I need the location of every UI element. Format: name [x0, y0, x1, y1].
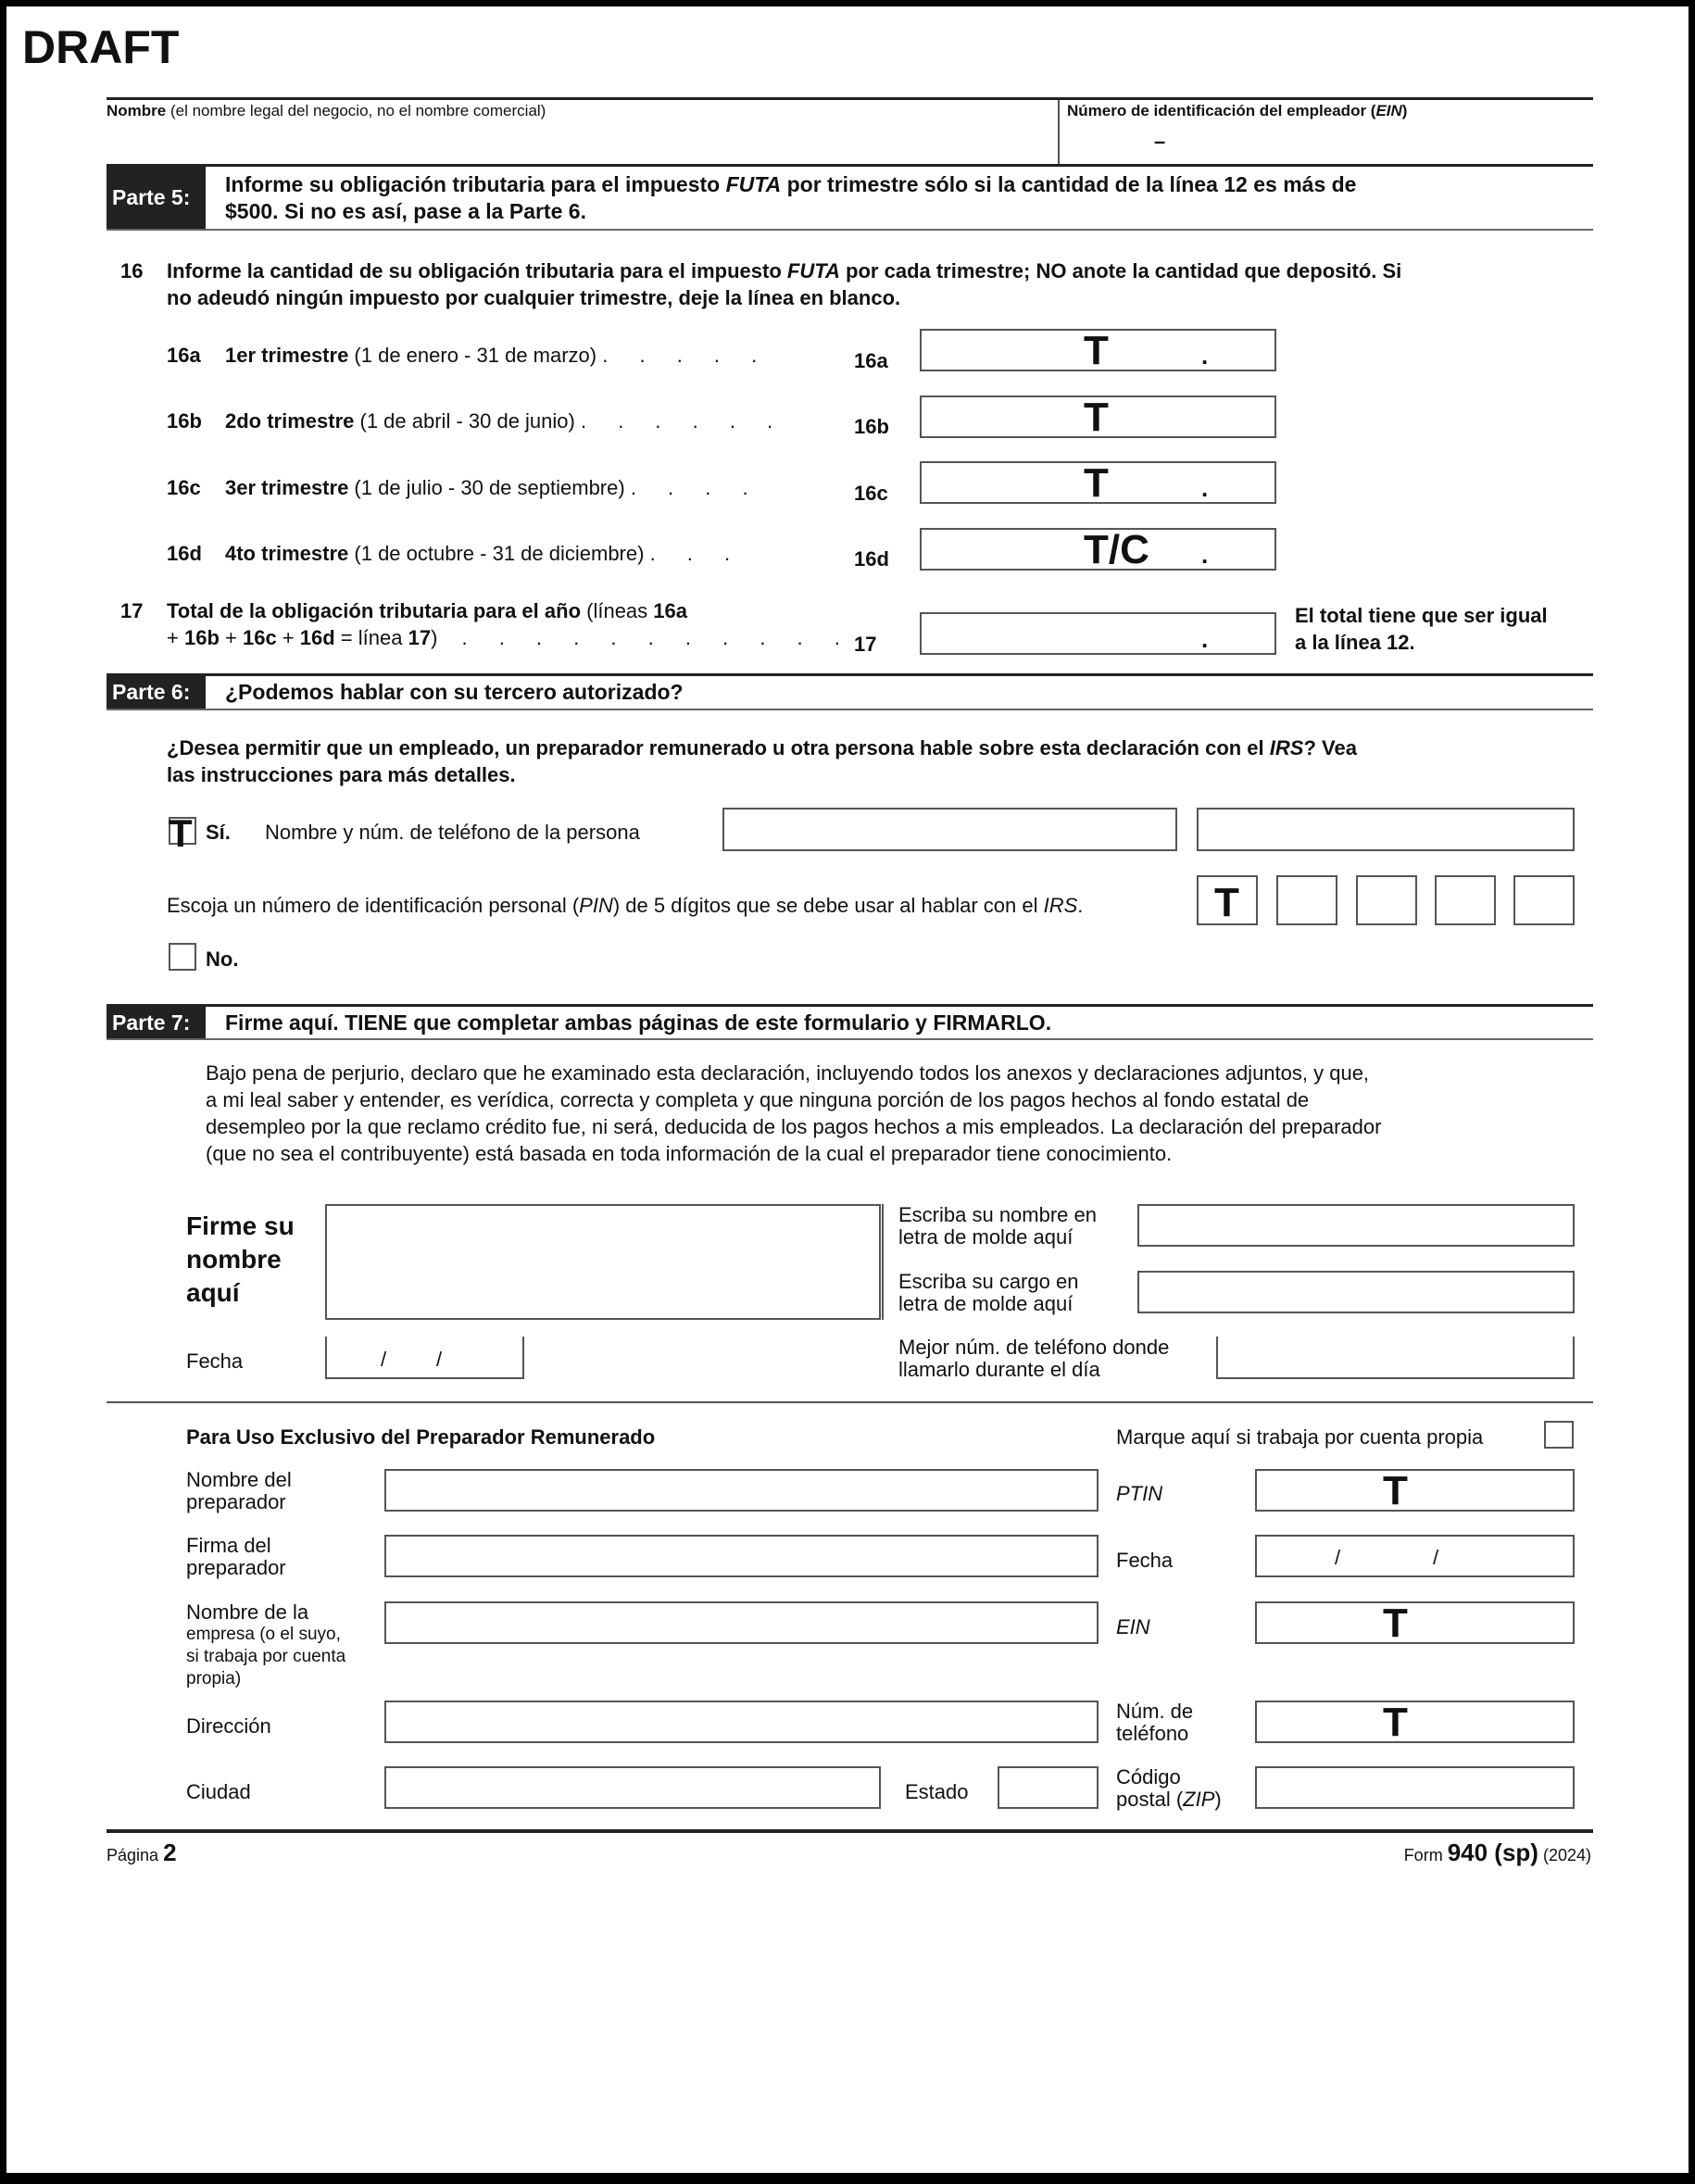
quarter-code: 16c [167, 476, 201, 499]
pin-label-b: ) de 5 dígitos que se debe usar al hablar con el [612, 894, 1044, 917]
zip-label-b-line [1116, 1789, 1222, 1811]
form-prefix: Form [1403, 1846, 1448, 1864]
preparer-ein-input[interactable] [1255, 1601, 1575, 1644]
no-label: No. [206, 948, 239, 971]
label-line: preparador [186, 1556, 286, 1579]
line17-total-input[interactable] [920, 612, 1276, 655]
preparer-signature-input[interactable] [384, 1535, 1099, 1577]
address-label: Dirección [186, 1714, 271, 1738]
ein-label [1067, 102, 1407, 120]
print-name-input[interactable] [1137, 1204, 1575, 1247]
preparer-divider [107, 1401, 1593, 1403]
quarter-label-bold: 1er trimestre [225, 344, 349, 367]
zip-label-b: postal ( [1116, 1788, 1184, 1811]
line17-note-line1: El total tiene que ser igual [1295, 604, 1548, 627]
decimal-point: . [1201, 342, 1209, 370]
signature-input[interactable] [325, 1204, 881, 1320]
header-top-rule [107, 97, 1593, 100]
page-number-value: 2 [163, 1839, 177, 1866]
declaration-line: Bajo pena de perjurio, declaro que he examinado esta declaración, incluyendo todos los anexos y declaraciones adjuntos, y que, [206, 1061, 1370, 1085]
label-line: si trabaja por cuenta [186, 1647, 346, 1666]
business-name-field[interactable] [107, 122, 1058, 161]
field-mark: T [1383, 1468, 1408, 1513]
ein-label-main: Número de identificación del empleador ( [1067, 102, 1376, 119]
line17-text-bold: Total de la obligación tributaria para el año [167, 599, 582, 622]
line17-eq: = línea [334, 626, 408, 649]
label-line: Núm. de [1116, 1700, 1194, 1723]
no-checkbox[interactable] [169, 943, 196, 971]
line17-number: 17 [120, 599, 144, 622]
line16-text-b: por cada trimestre; NO anote la cantidad que depositó. Si [839, 259, 1402, 282]
field-mark: T/C [1084, 527, 1149, 572]
box-code: 16d [854, 547, 889, 571]
part6-question [167, 734, 1593, 788]
footer-rule [107, 1829, 1593, 1833]
line17-ref-16d: 16d [299, 626, 335, 649]
pin-digit-2-input[interactable] [1276, 875, 1337, 925]
box-code: 16a [854, 349, 888, 372]
zip-label-italic: ZIP [1183, 1788, 1215, 1811]
name-label-rest: (el nombre legal del negocio, no el nombre comercial) [166, 102, 546, 119]
preparer-ein-label: EIN [1116, 1615, 1150, 1638]
quarter-label [225, 342, 770, 369]
page-label: Página [107, 1846, 164, 1864]
ein-label-close: ) [1401, 102, 1408, 119]
header-divider [1058, 100, 1060, 165]
pin-digit-3-input[interactable] [1356, 875, 1417, 925]
quarter-label-rest: (1 de octubre - 31 de diciembre) [348, 542, 645, 565]
part7-label: Parte 7: [107, 1007, 206, 1038]
state-input[interactable] [998, 1766, 1099, 1809]
leader-dots: . . . . . [602, 344, 771, 367]
line17-plus: + [219, 626, 243, 649]
preparer-title: Para Uso Exclusivo del Preparador Remunerado [186, 1425, 656, 1449]
line16-text-italic: FUTA [786, 259, 840, 282]
pin-label-a: Escoja un número de identificación personal ( [167, 894, 580, 917]
quarter-16d-amount-input[interactable] [920, 528, 1276, 571]
print-title-label [898, 1271, 1078, 1315]
quarter-16c-amount-input[interactable] [920, 461, 1276, 504]
line17-note-line2: a la línea 12. [1295, 631, 1415, 654]
form-number: 940 (sp) [1447, 1839, 1538, 1866]
city-input[interactable] [384, 1766, 881, 1809]
name-label [107, 102, 546, 120]
part7-title: Firme aquí. TIENE que completar ambas páginas de este formulario y FIRMARLO. [225, 1010, 1052, 1035]
line17-ref-16c: 16c [242, 626, 277, 649]
preparer-phone-input[interactable] [1255, 1701, 1575, 1743]
box-code: 16b [854, 415, 889, 438]
self-employed-label: Marque aquí si trabaja por cuenta propia [1116, 1425, 1484, 1449]
line17-note [1295, 602, 1548, 656]
part5-title-b: por trimestre sólo si la cantidad de la línea 12 es más de [781, 172, 1357, 196]
ptin-label: PTIN [1116, 1482, 1163, 1505]
pin-label-c: . [1077, 894, 1084, 917]
leader-dots: . . . . . . [580, 409, 786, 433]
ptin-input[interactable] [1255, 1469, 1575, 1512]
field-mark: T [1084, 460, 1109, 506]
label-line: Escriba su cargo en [898, 1270, 1079, 1293]
leader-dots: . . . . [630, 476, 761, 499]
field-mark: T [1084, 395, 1109, 440]
field-mark: T [1084, 328, 1109, 373]
preparer-phone-label [1116, 1701, 1193, 1745]
line17-ref-16a: 16a [653, 599, 687, 622]
pin-digit-1-input[interactable] [1197, 875, 1258, 925]
pin-digit-5-input[interactable] [1513, 875, 1575, 925]
part7-header [107, 1004, 1593, 1040]
ein-field[interactable] [1061, 122, 1593, 163]
print-title-input[interactable] [1137, 1271, 1575, 1313]
print-name-label [898, 1204, 1097, 1249]
sign-label-line: aquí [186, 1278, 240, 1307]
label-line: empresa (o el suyo, [186, 1625, 341, 1644]
yes-label: Sí. [206, 821, 231, 844]
label-line: llamarlo durante el día [898, 1358, 1100, 1381]
date-slash: / [1335, 1546, 1341, 1569]
line17-text-rest: (líneas [581, 599, 654, 622]
date-slash: / [1433, 1546, 1439, 1569]
decimal-point: . [1201, 474, 1209, 502]
leader-dots: . . . [649, 542, 744, 565]
pin-label-italic2: IRS [1043, 894, 1078, 917]
quarter-label-rest: (1 de enero - 31 de marzo) [348, 344, 597, 367]
label-line: letra de molde aquí [898, 1225, 1074, 1249]
sign-here-label [186, 1210, 295, 1310]
preparer-name-label [186, 1469, 292, 1513]
label-line: teléfono [1116, 1722, 1189, 1745]
label-line: Mejor núm. de teléfono donde [898, 1336, 1170, 1359]
line17-plus: + [167, 626, 184, 649]
line17-plus: + [276, 626, 300, 649]
state-label: Estado [905, 1780, 969, 1803]
preparer-signature-label [186, 1535, 286, 1579]
line16-text-line2: no adeudó ningún impuesto por cualquier trimestre, deje la línea en blanco. [167, 286, 901, 309]
line16-text [167, 257, 1593, 311]
firm-name-label [186, 1601, 345, 1690]
part5-title-a: Informe su obligación tributaria para el impuesto [225, 172, 726, 196]
quarter-code: 16a [167, 344, 201, 367]
line17-ref-16b: 16b [183, 626, 220, 649]
zip-input[interactable] [1255, 1766, 1575, 1809]
designee-name-input[interactable] [722, 808, 1177, 851]
question-a: ¿Desea permitir que un empleado, un preparador remunerado u otra persona hable sobre esta declaración con el [167, 736, 1270, 759]
decimal-point: . [1201, 541, 1209, 569]
field-mark: T [1383, 1700, 1408, 1745]
line17-text [167, 597, 853, 651]
page-number [107, 1839, 177, 1867]
quarter-code: 16d [167, 542, 202, 565]
quarter-label-bold: 4to trimestre [225, 542, 349, 565]
pin-label [167, 892, 1083, 919]
box-code: 16c [854, 482, 888, 505]
preparer-date-label: Fecha [1116, 1549, 1174, 1572]
part5-title-line2: $500. Si no es así, pase a la Parte 6. [225, 199, 586, 223]
label-line: Nombre del [186, 1468, 292, 1491]
designee-phone-input[interactable] [1197, 808, 1575, 851]
declaration-text [206, 1060, 1575, 1167]
line17-ref-17: 17 [408, 626, 432, 649]
daytime-phone-label [898, 1337, 1169, 1381]
name-label-bold: Nombre [107, 102, 167, 119]
zip-label [1116, 1766, 1222, 1811]
date-slash: / [436, 1348, 443, 1371]
sign-label-line: nombre [186, 1245, 282, 1274]
form-id [1404, 1839, 1591, 1867]
part6-title: ¿Podemos hablar con su tercero autorizado? [225, 680, 684, 704]
question-b: ? Vea [1303, 736, 1357, 759]
part5-label: Parte 5: [107, 167, 206, 229]
sign-label-line: Firme su [186, 1211, 295, 1240]
address-input[interactable] [384, 1701, 1099, 1743]
yes-mark: T [169, 811, 193, 855]
quarter-label [225, 540, 743, 567]
preparer-name-input[interactable] [384, 1469, 1099, 1512]
draft-watermark: DRAFT [22, 21, 180, 73]
declaration-line: a mi leal saber y entender, es verídica, correcta y completa y que ninguna porción de los pagos hechos al fondo estatal de [206, 1088, 1310, 1111]
zip-label-a: Código [1116, 1765, 1181, 1789]
preparer-date-input[interactable] [1255, 1535, 1575, 1577]
quarter-16a-amount-input[interactable] [920, 329, 1276, 371]
question-line2: las instrucciones para más detalles. [167, 763, 516, 786]
ein-label-italic: EIN [1375, 102, 1402, 119]
question-italic: IRS [1269, 736, 1304, 759]
date-label: Fecha [186, 1349, 244, 1373]
label-line: preparador [186, 1490, 286, 1513]
zip-label-c: ) [1214, 1788, 1222, 1811]
quarter-code: 16b [167, 409, 202, 433]
line16-text-a: Informe la cantidad de su obligación tributaria para el impuesto [167, 259, 787, 282]
pin-label-italic: PIN [579, 894, 613, 917]
quarter-label-bold: 2do trimestre [225, 409, 355, 433]
quarter-label-bold: 3er trimestre [225, 476, 349, 499]
quarter-label [225, 474, 761, 501]
pin-digit-4-input[interactable] [1435, 875, 1496, 925]
ein-separator: – [1154, 130, 1166, 153]
declaration-line: (que no sea el contribuyente) está basada en toda información de la cual el preparador tiene conocimiento. [206, 1142, 1173, 1165]
box-code: 17 [854, 633, 877, 656]
daytime-phone-input[interactable] [1216, 1337, 1575, 1379]
field-mark: T [1214, 880, 1239, 925]
quarter-label-rest: (1 de abril - 30 de junio) [354, 409, 575, 433]
part6-label: Parte 6: [107, 676, 206, 709]
sign-divider [882, 1204, 884, 1320]
decimal-point: . [1201, 625, 1209, 653]
part5-title [225, 171, 1587, 225]
signature-date-input[interactable] [325, 1337, 524, 1379]
label-line: propia) [186, 1669, 242, 1688]
field-mark: T [1383, 1600, 1408, 1646]
quarter-16b-amount-input[interactable] [920, 395, 1276, 438]
leader-dots: . . . . . . . . . . . [461, 626, 853, 649]
quarter-label [225, 408, 785, 434]
self-employed-checkbox[interactable] [1544, 1421, 1574, 1449]
quarter-label-rest: (1 de julio - 30 de septiembre) [348, 476, 625, 499]
label-line: Firma del [186, 1534, 271, 1557]
line16-number: 16 [120, 259, 144, 282]
label-line: Nombre de la [186, 1600, 309, 1624]
part5-title-italic: FUTA [725, 172, 782, 196]
form-year: (2024) [1538, 1846, 1591, 1864]
firm-name-input[interactable] [384, 1601, 1099, 1644]
yes-checkbox[interactable] [169, 811, 196, 855]
date-slash: / [381, 1348, 387, 1371]
designee-label: Nombre y núm. de teléfono de la persona [265, 821, 640, 844]
part6-header [107, 673, 1593, 710]
label-line: Escriba su nombre en [898, 1203, 1097, 1226]
city-label: Ciudad [186, 1780, 251, 1803]
line17-close: ) [431, 626, 438, 649]
label-line: letra de molde aquí [898, 1292, 1074, 1315]
declaration-line: desempleo por la que reclamo crédito fue, ni será, deducida de los pagos hechos a mis empleados. La declaración del preparador [206, 1115, 1382, 1138]
part5-header [107, 164, 1593, 231]
